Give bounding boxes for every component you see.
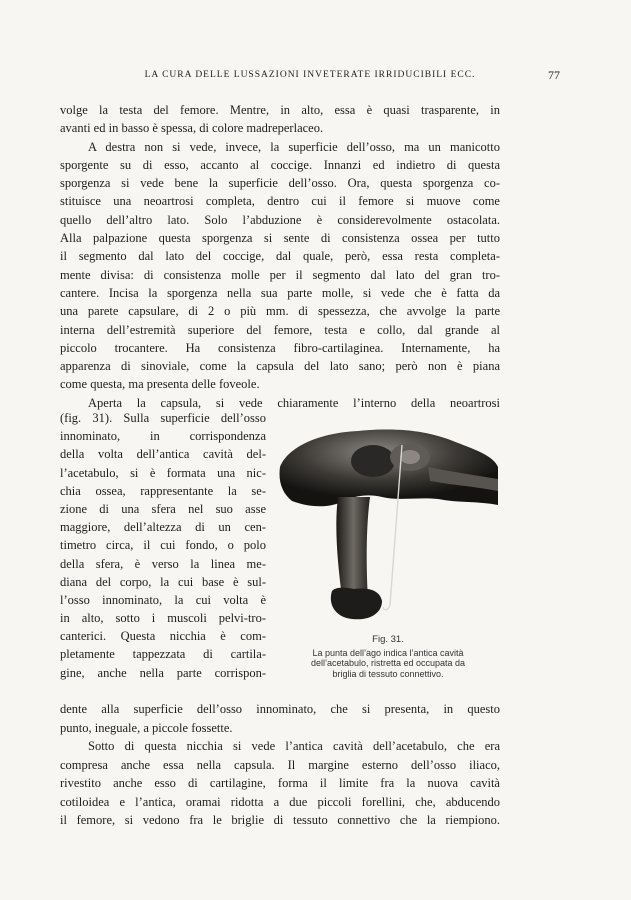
running-title: LA CURA DELLE LUSSAZIONI INVETERATE IRRIDUCIBILI ECC. (144, 70, 476, 80)
figure-caption (268, 635, 508, 679)
text-line: l’acetabulo, si è formata una nic- (60, 465, 266, 480)
text-line: il segmento dal lato del coccige, dal quale, però, essa resta completa- (60, 249, 500, 264)
text-line: Aperta la capsula, si vede chiaramente l’interno della neoartrosi (88, 395, 500, 410)
figure-number: Fig. 31. (372, 634, 404, 645)
text-line: della sfera, è verso la linea me- (60, 556, 266, 571)
text-line: sporgente su di esso, accanto al coccige. Innanzi ed indietro di questa (60, 157, 500, 172)
caption-line: La punta dell’ago indica l’antica cavità (312, 647, 464, 658)
running-header (60, 70, 560, 80)
bone-specimen-image (278, 427, 500, 623)
text-line: Sotto di questa nicchia si vede l’antica cavità dell’acetabulo, che era (88, 739, 500, 753)
caption-line: briglia di tessuto connettivo. (332, 668, 444, 679)
text-line: timetro circa, il cui fondo, o polo (60, 538, 266, 553)
page-number: 77 (548, 68, 560, 82)
text-line: sporgenza si vede bene la superficie dell’osso. Ora, questa sporgenza co- (60, 176, 500, 191)
text-line: punto, ineguale, a piccole fossette. (60, 720, 233, 735)
text-line: diana del corpo, la cui base è sul- (60, 574, 266, 589)
text-line: canterici. Questa nicchia è com- (60, 629, 266, 644)
text-line: mente divisa: di consistenza molle per il segmento dal lato del gran tro- (60, 267, 500, 282)
text-line: zione di una sfera nel suo asse (60, 501, 266, 516)
text-line: avanti ed in basso è spessa, di colore madreperlaceo. (60, 121, 324, 136)
text-line: della volta dell’antica cavità del- (60, 447, 266, 462)
text-line: compresa anche essa nella capsula. Il margine esterno dell’osso iliaco, (60, 757, 500, 772)
text-line: una parete capsulare, di 2 o più mm. di spessezza, che avvolge la parte (60, 304, 500, 319)
text-line: apparenza di sinoviale, come la capsula del lato sano; però non è piana (60, 359, 500, 374)
text-line: chia ossea, rappresentante la se- (60, 483, 266, 498)
text-line: quello dell’altro lato. Solo l’abduzione è considerevolmente ostacolata. (60, 212, 500, 227)
text-line: maggiore, dell’altezza di un cen- (60, 520, 266, 535)
text-line: volge la testa del femore. Mentre, in alto, essa è quasi trasparente, in (60, 103, 500, 117)
top-paragraphs (60, 101, 500, 412)
text-line: piccolo trocantere. Ha consistenza fibro-cartilaginea. Internamente, ha (60, 340, 500, 355)
caption-line: dell’acetabulo, ristretta ed occupata da (310, 658, 466, 668)
text-line: l’osso innominato, la cui volta è (60, 592, 266, 607)
text-line: A destra non si vede, invece, la superficie dell’osso, ma un manicotto (88, 139, 500, 154)
text-line: stituisce una neoartrosi completa, dentro cui il femore si muove come (60, 194, 500, 209)
text-line: (fig. 31). Sulla superficie dell’osso (60, 411, 266, 425)
text-line: rivestito anche esso di cartilagine, forma il limite fra la nuova cavità (60, 776, 500, 790)
text-line: innominato, in corrispondenza (60, 429, 266, 444)
text-line: dente alla superficie dell’osso innominato, che si presenta, in questo (60, 702, 500, 716)
text-line: cantere. Incisa la sporgenza nella sua parte molle, si vede che è fatta da (60, 285, 500, 300)
text-line: interna dell’estremità superiore del femore, testa e collo, dal grande al (60, 322, 500, 337)
text-line: come questa, ma presenta delle foveole. (60, 377, 260, 392)
text-line: il femore, si vedono fra le briglie di tessuto connettivo che la riempiono. (60, 813, 500, 827)
text-line: Alla palpazione questa sporgenza si sente di consistenza ossea per tutto (60, 231, 500, 246)
text-line: gine, anche nella parte corrispon- (60, 665, 266, 680)
figure-photograph (278, 427, 500, 623)
bottom-paragraphs (60, 700, 500, 830)
text-line: pletamente tappezzata di cartila- (60, 647, 266, 662)
wrapped-text-column (60, 409, 266, 682)
text-line: in alto, sotto i muscoli pelvi-tro- (60, 611, 266, 626)
text-line: cotiloidea e l’antica, oramai ridotta a due piccoli forellini, che, abducendo (60, 794, 500, 809)
